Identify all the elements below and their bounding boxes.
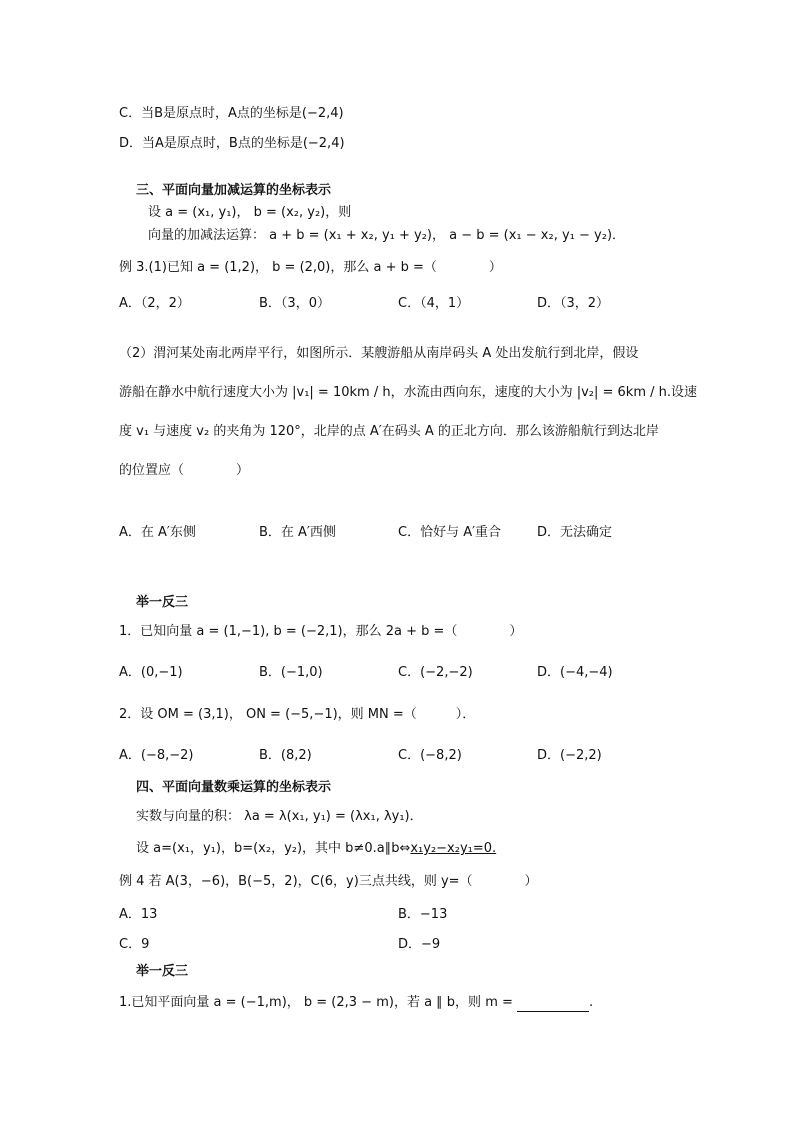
ex3-1-option-c: C．（4，1） — [398, 296, 470, 311]
section4-rule: 实数与向量的积： λa = λ(x₁, y₁) = (λx₁, λy₁)． — [136, 809, 423, 824]
practice1-q2: 2．设 OM = (3,1)， ON = (−5,−1)，则 MN =（ ）． — [119, 707, 476, 722]
practice2-q1 — [119, 994, 593, 1012]
ex3-1-option-d: D．（3，2） — [537, 296, 610, 311]
section3-setup: 设 a = (x₁, y₁)， b = (x₂, y₂)，则 — [148, 205, 352, 220]
section4-title: 四、平面向量数乘运算的坐标表示 — [136, 780, 332, 795]
ex4-option-a: A．13 — [119, 907, 158, 922]
ex4-option-b: B．−13 — [398, 907, 448, 922]
section3-title: 三、平面向量加减运算的坐标表示 — [136, 183, 332, 198]
ex3-2-option-a: A．在 A′东侧 — [119, 525, 196, 540]
practice2-q1-end: . — [589, 995, 594, 1010]
p1-q2-option-d: D．(−2,2) — [537, 748, 602, 763]
ex3-1-option-b: B．（3，0） — [259, 296, 330, 311]
ex3-1-option-a: A．（2，2） — [119, 296, 190, 311]
condition-text: 设 a=(x₁，y₁)，b=(x₂，y₂)，其中 b≠0.a∥b⇔ — [136, 841, 411, 856]
example3-1-question: 例 3.(1)已知 a = (1,2)， b = (2,0)，那么 a + b =（ ） — [119, 260, 502, 275]
example3-2-line4: 的位置应（ ） — [119, 463, 250, 478]
p1-q1-option-c: C．(−2,−2) — [398, 665, 473, 680]
p1-q2-option-b: B．(8,2) — [259, 748, 312, 763]
condition-underlined: x₁y₂−x₂y₁=0. — [410, 841, 497, 856]
practice2-q1-text: 1.已知平面向量 a = (−1,m)， b = (2,3 − m)，若 a ∥ b，则 m = — [119, 995, 513, 1010]
practice1-title: 举一反三 — [136, 595, 189, 610]
example4-question: 例 4 若 A(3，−6)，B(−5，2)，C(6，y)三点共线，则 y=（ ） — [119, 874, 538, 889]
p1-q1-option-d: D．(−4,−4) — [537, 665, 613, 680]
p1-q1-option-b: B．(−1,0) — [259, 665, 323, 680]
ex3-2-option-d: D．无法确定 — [537, 525, 613, 540]
section3-rule: 向量的加减法运算： a + b = (x₁ + x₂, y₁ + y₂)， a − b = (x₁ − x₂, y₁ − y₂)． — [148, 228, 626, 243]
ex3-2-option-b: B．在 A′西侧 — [259, 525, 336, 540]
section4-condition — [136, 840, 496, 858]
practice2-title: 举一反三 — [136, 964, 189, 979]
ex4-option-d: D．−9 — [398, 937, 441, 952]
p1-q1-option-a: A．(0,−1) — [119, 665, 183, 680]
p1-q2-option-c: C．(−8,2) — [398, 748, 462, 763]
option-d-top: D．当A是原点时，B点的坐标是(−2,4) — [119, 136, 345, 151]
example3-2-line3: 度 v₁ 与速度 v₂ 的夹角为 120°，北岸的点 A′在码头 A 的正北方向．那么该游船航行到达北岸 — [119, 424, 659, 439]
example3-2-line1: （2）渭河某处南北两岸平行，如图所示．某艘游船从南岸码头 A 处出发航行到北岸，假设 — [119, 346, 639, 361]
p1-q2-option-a: A．(−8,−2) — [119, 748, 194, 763]
answer-blank[interactable] — [517, 997, 589, 1012]
practice1-q1: 1．已知向量 a = (1,−1), b = (−2,1)，那么 2a + b =（ ） — [119, 624, 523, 639]
ex4-option-c: C．9 — [119, 937, 150, 952]
option-c-top: C．当B是原点时，A点的坐标是(−2,4) — [119, 106, 344, 121]
example3-2-line2: 游船在静水中航行速度大小为 |v₁| = 10km / h，水流由西向东，速度的大小为 |v₂| = 6km / h.设速 — [119, 385, 698, 400]
ex3-2-option-c: C．恰好与 A′重合 — [398, 525, 502, 540]
